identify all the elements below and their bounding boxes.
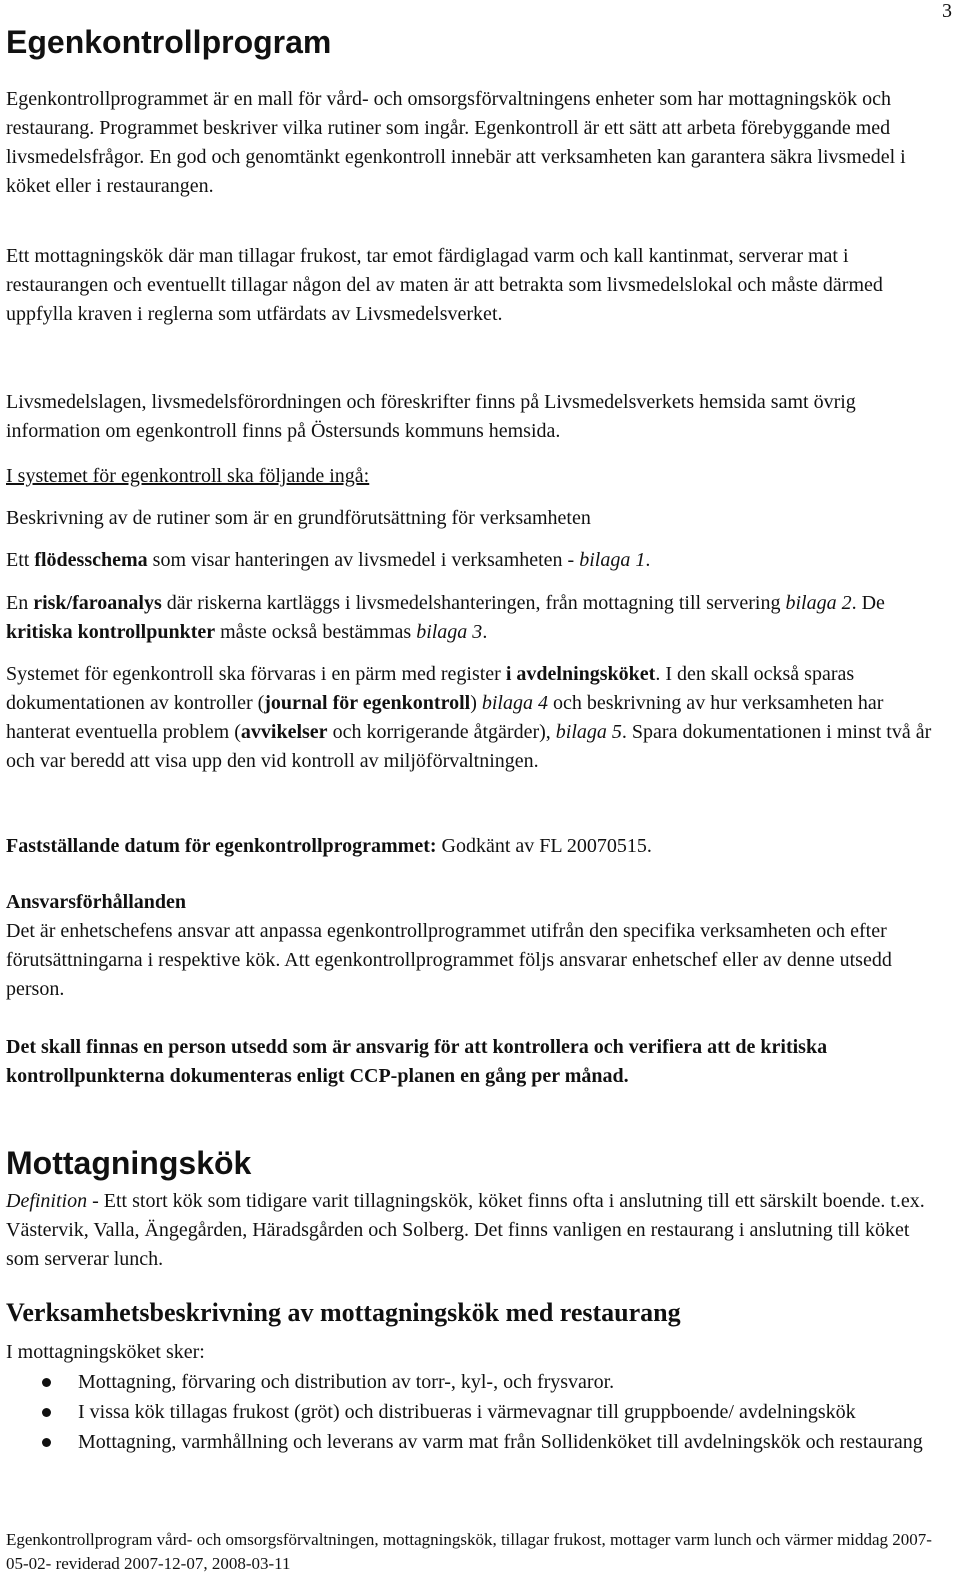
list-intro: I mottagningsköket sker: [6,1341,205,1363]
list-item: I vissa kök tillagas frukost (gröt) och distribueras i värmevagnar till gruppboende/ avdelningskök [6,1398,946,1427]
page-number: 3 [942,0,952,22]
intro-paragraph: Egenkontrollprogrammet är en mall för vård- och omsorgsförvaltningens enheter som har mottagningskök och restaurang. Programmet beskriver vilka rutiner som ingår. Egenkontroll är ett sätt att arbeta förebyggande med livsmedelsfrågor. En god och genomtänkt egenkontroll innebär att verksamheten kan garantera säkra livsmedel i köket eller i restaurangen. [6,88,906,197]
responsibility-heading: Ansvarsförhållanden [6,891,187,913]
page-title: Egenkontrollprogram [6,24,332,60]
bullet-icon [42,1378,51,1387]
section-title-mottagningskok: Mottagningskök [6,1145,252,1181]
list-item: Mottagning, förvaring och distribution av torr-, kyl-, och frysvaror. [6,1368,946,1397]
responsibility-paragraph: Det är enhetschefens ansvar att anpassa egenkontrollprogrammet utifrån den specifika verksamheten och efter förutsättningarna i respektive kök. Att egenkontrollprogrammet följs ansvarar enhetschef eller av denne utsedd person. [6,920,892,1000]
list-item: Mottagning, varmhållning och leverans av varm mat från Sollidenköket till avdelningskök och restaurang [6,1428,946,1457]
definition-paragraph: Definition - Ett stort kök som tidigare varit tillagningskök, köket finns ofta i anslutning till ett särskilt boende. t.ex. Västervik, Valla, Ängegården, Häradsgården och Solberg. Det finns vanligen en restaurang i anslutning till köket som serverar lunch. [6,1190,925,1270]
approval-date-line: Fastställande datum för egenkontrollprogrammet: Godkänt av FL 20070515. [6,835,652,857]
system-item-flowchart: Ett flödesschema som visar hanteringen av livsmedel i verksamheten - bilaga 1. [6,549,651,571]
system-heading: I systemet för egenkontroll ska följande ingå: [6,465,370,487]
activity-subheading: Verksamhetsbeskrivning av mottagningskök med restaurang [6,1298,681,1327]
storage-paragraph: Systemet för egenkontroll ska förvaras i en pärm med register i avdelningsköket. I den skall också sparas dokumentationen av kontroller (journal för egenkontroll) bilaga 4 och beskrivning av hur verksamheten har hanterat eventuella problem (avvikelser och korrigerande åtgärder), bilaga 5. Spara dokumentationen i minst två år och var beredd att visa upp den vid kontroll av miljöförvaltningen. [6,663,932,772]
activity-list [6,1368,946,1458]
bullet-icon [42,1438,51,1447]
system-item-risk: En risk/faroanalys där riskerna kartläggs i livsmedelshanteringen, från mottagning till servering bilaga 2. De kritiska kontrollpunkter måste också bestämmas bilaga 3. [6,592,885,643]
page-footer: Egenkontrollprogram vård- och omsorgsförvaltningen, mottagningskök, tillagar frukost, mottager varm lunch och värmer middag 2007-05-02- reviderad 2007-12-07, 2008-03-11 [6,1530,932,1573]
ccp-notice: Det skall finnas en person utsedd som är ansvarig för att kontrollera och verifiera att de kritiska kontrollpunkterna dokumenteras enligt CCP-planen en gång per månad. [6,1036,828,1087]
bullet-icon [42,1408,51,1417]
legislation-paragraph: Livsmedelslagen, livsmedelsförordningen och föreskrifter finns på Livsmedelsverkets hemsida samt övrig information om egenkontroll finns på Östersunds kommuns hemsida. [6,391,856,442]
kitchen-paragraph: Ett mottagningskök där man tillagar frukost, tar emot färdiglagad varm och kall kantinmat, serverar mat i restaurangen och eventuellt tillagar någon del av maten är att betrakta som livsmedelslokal och måste därmed uppfylla kraven i reglerna som utfärdats av Livsmedelsverket. [6,245,883,325]
system-item-routines: Beskrivning av de rutiner som är en grundförutsättning för verksamheten [6,507,591,529]
